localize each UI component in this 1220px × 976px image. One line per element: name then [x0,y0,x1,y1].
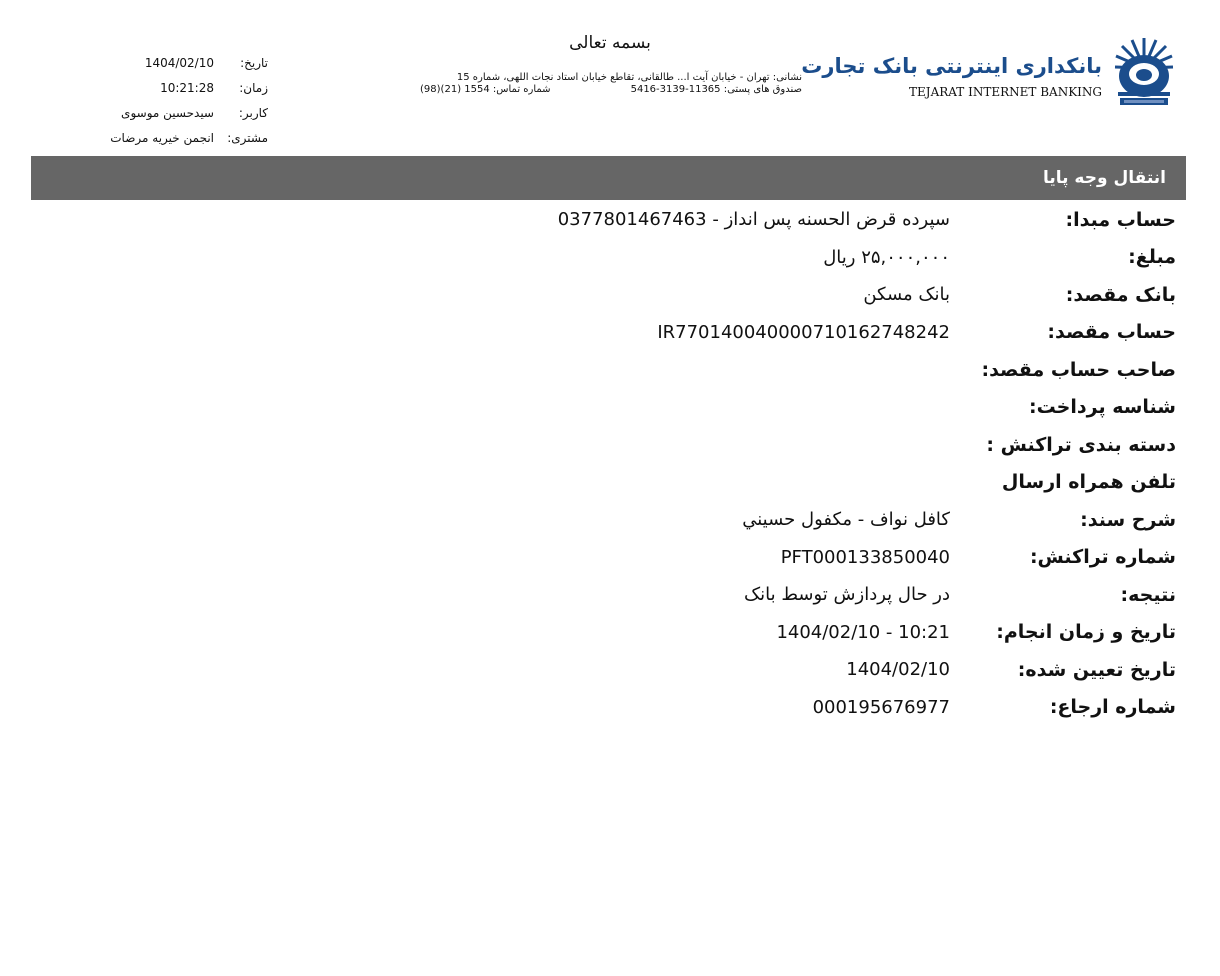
bismillah-heading: بسمه تعالی [569,33,651,53]
phone-number: شماره تماس: 1554 (21)(98) [420,84,551,95]
address-line: نشانی: تهران - خیابان آیت ا... طالقانی، تقاطع خیابان استاد نجات اللهی، شماره 15 [456,72,802,83]
transfer-details [31,201,1186,726]
contact-line [420,84,802,96]
meta-user-label: کاربر: [238,105,268,120]
assigned-date-value: 1404/02/10 [846,659,950,681]
reference-value: 000195676977 [812,696,950,718]
meta-date-value: 1404/02/10 [144,55,214,70]
description-value: کافل نواف - مکفول حسيني [742,509,950,531]
detail-row-mobile [31,464,1186,502]
meta-date-row [98,50,268,75]
detail-row-amount [31,239,1186,277]
dest-owner-label: صاحب حساب مقصد: [981,358,1176,381]
detail-row-txn-number [31,539,1186,577]
dest-account-label: حساب مقصد: [1047,321,1176,344]
detail-row-dest-owner [31,351,1186,389]
bank-logo [801,32,1180,108]
source-account-type: سپرده قرض الحسنه پس انداز [724,209,950,231]
amount-number: ۲۵,۰۰۰,۰۰۰ [861,246,950,268]
meta-customer-value: انجمن خیریه مرضات [110,130,214,145]
txn-number-label: شماره تراکنش: [1029,546,1176,569]
assigned-date-label: تاریخ تعیین شده: [1017,658,1176,681]
source-account-label: حساب مبدا: [1065,208,1176,231]
mobile-label: تلفن همراه ارسال [1001,471,1176,494]
dest-bank-value: بانک مسکن [863,284,950,306]
detail-row-dest-account [31,314,1186,352]
amount-value [823,247,956,268]
detail-row-dest-bank [31,276,1186,314]
detail-row-reference [31,689,1186,727]
detail-row-exec-datetime [31,614,1186,652]
bank-address [420,72,802,96]
result-label: نتیجه: [1120,583,1176,606]
postal-box: صندوق های پستی: 11365-3139-5416 [630,84,802,95]
exec-datetime-label: تاریخ و زمان انجام: [996,621,1176,644]
meta-time-label: زمان: [239,80,268,95]
logo-text-fa: بانکداری اینترنتی بانک تجارت [801,54,1102,78]
receipt-meta [98,50,268,150]
detail-row-category [31,426,1186,464]
payment-id-label: شناسه پرداخت: [1028,396,1176,419]
source-account-value [558,209,956,230]
receipt-title: انتقال وجه پایا [1042,168,1166,188]
detail-row-payment-id [31,389,1186,427]
meta-time-row [98,75,268,100]
detail-row-source-account [31,201,1186,239]
source-account-number: 0377801467463 [557,209,707,231]
meta-date-label: تاریخ: [240,55,268,70]
source-account-separator: - [712,209,719,231]
detail-row-description [31,501,1186,539]
meta-time-value: 10:21:28 [160,80,214,95]
amount-unit: ریال [823,246,856,268]
receipt-titlebar [31,156,1186,200]
meta-user-row [98,100,268,125]
detail-row-result [31,576,1186,614]
meta-customer-row [98,125,268,150]
description-label: شرح سند: [1080,508,1176,531]
meta-user-value: سیدحسین موسوی [121,105,214,120]
exec-datetime-value: 1404/02/10 - 10:21 [776,621,950,643]
txn-number-value: PFT000133850040 [780,546,950,568]
reference-label: شماره ارجاع: [1049,696,1176,719]
logo-text-en: TEJARAT INTERNET BANKING [909,85,1102,99]
dest-account-value: IR770140040000710162748242 [657,321,950,343]
amount-label: مبلغ: [1128,246,1176,269]
result-value: در حال پردازش توسط بانک [744,584,950,606]
dest-bank-label: بانک مقصد: [1065,283,1176,306]
category-label: دسته بندی تراکنش : [986,433,1176,456]
detail-row-assigned-date [31,651,1186,689]
meta-customer-label: مشتری: [227,130,268,145]
tejarat-logo-icon [1112,32,1176,108]
